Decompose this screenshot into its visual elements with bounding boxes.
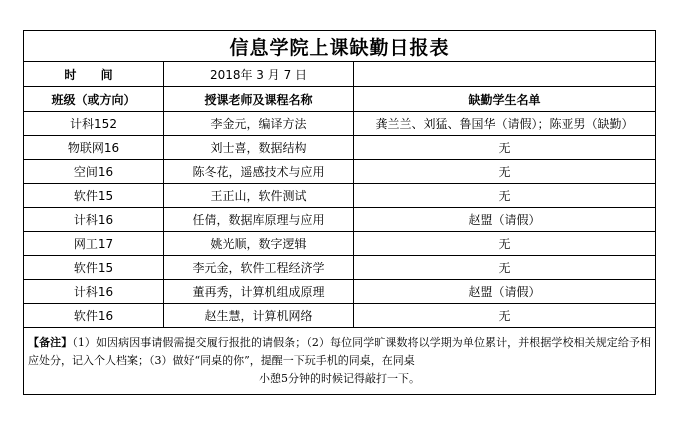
table-row (24, 160, 656, 184)
absent-cell: 龚兰兰、刘猛、鲁国华（请假）；陈亚男（缺勤） (354, 112, 656, 136)
table-row (24, 136, 656, 160)
absent-cell: 赵盟（请假） (354, 208, 656, 232)
note-text: （1）如因病因事请假需提交履行报批的请假条；（2）每位同学旷课数将以学期为单位累计，并根据学校相关规定给予相应处分，记入个人档案；（3）做好“同桌的你”，提醒一下玩手机的同桌，在同桌 (28, 336, 651, 367)
attendance-report-sheet (23, 30, 655, 395)
teacher-course-cell: 王正山，软件测试 (164, 184, 354, 208)
teacher-course-cell: 董再秀，计算机组成原理 (164, 280, 354, 304)
class-cell: 网工17 (24, 232, 164, 256)
header-absent: 缺勤学生名单 (354, 87, 656, 112)
table-row (24, 304, 656, 328)
report-title: 信息学院上课缺勤日报表 (24, 31, 656, 62)
absent-cell: 无 (354, 184, 656, 208)
absent-cell: 无 (354, 136, 656, 160)
absent-cell: 无 (354, 232, 656, 256)
note-cell (24, 328, 656, 395)
class-cell: 空间16 (24, 160, 164, 184)
table-row (24, 280, 656, 304)
report-date: 2018年 3 月 7 日 (164, 62, 354, 87)
teacher-course-cell: 姚光顺，数字逻辑 (164, 232, 354, 256)
header-class: 班级（或方向） (24, 87, 164, 112)
table-row (24, 256, 656, 280)
time-label: 时 间 (24, 62, 164, 87)
teacher-course-cell: 陈冬花，遥感技术与应用 (164, 160, 354, 184)
table-row (24, 208, 656, 232)
class-cell: 软件15 (24, 256, 164, 280)
absent-cell: 无 (354, 160, 656, 184)
teacher-course-cell: 任倩，数据库原理与应用 (164, 208, 354, 232)
teacher-course-cell: 李元金，软件工程经济学 (164, 256, 354, 280)
class-cell: 物联网16 (24, 136, 164, 160)
note-label: 【备注】 (28, 336, 73, 349)
attendance-table (23, 30, 656, 395)
class-cell: 计科16 (24, 280, 164, 304)
teacher-course-cell: 刘士喜，数据结构 (164, 136, 354, 160)
time-extra-cell (354, 62, 656, 87)
class-cell: 软件15 (24, 184, 164, 208)
absent-cell: 无 (354, 304, 656, 328)
class-cell: 计科16 (24, 208, 164, 232)
header-teacher-course: 授课老师及课程名称 (164, 87, 354, 112)
teacher-course-cell: 李金元，编译方法 (164, 112, 354, 136)
table-row (24, 184, 656, 208)
absent-cell: 无 (354, 256, 656, 280)
absent-cell: 赵盟（请假） (354, 280, 656, 304)
note-last-line: 小憩5分钟的时候记得敲打一下。 (259, 372, 420, 385)
class-cell: 计科152 (24, 112, 164, 136)
class-cell: 软件16 (24, 304, 164, 328)
teacher-course-cell: 赵生慧，计算机网络 (164, 304, 354, 328)
table-row (24, 232, 656, 256)
table-row (24, 112, 656, 136)
